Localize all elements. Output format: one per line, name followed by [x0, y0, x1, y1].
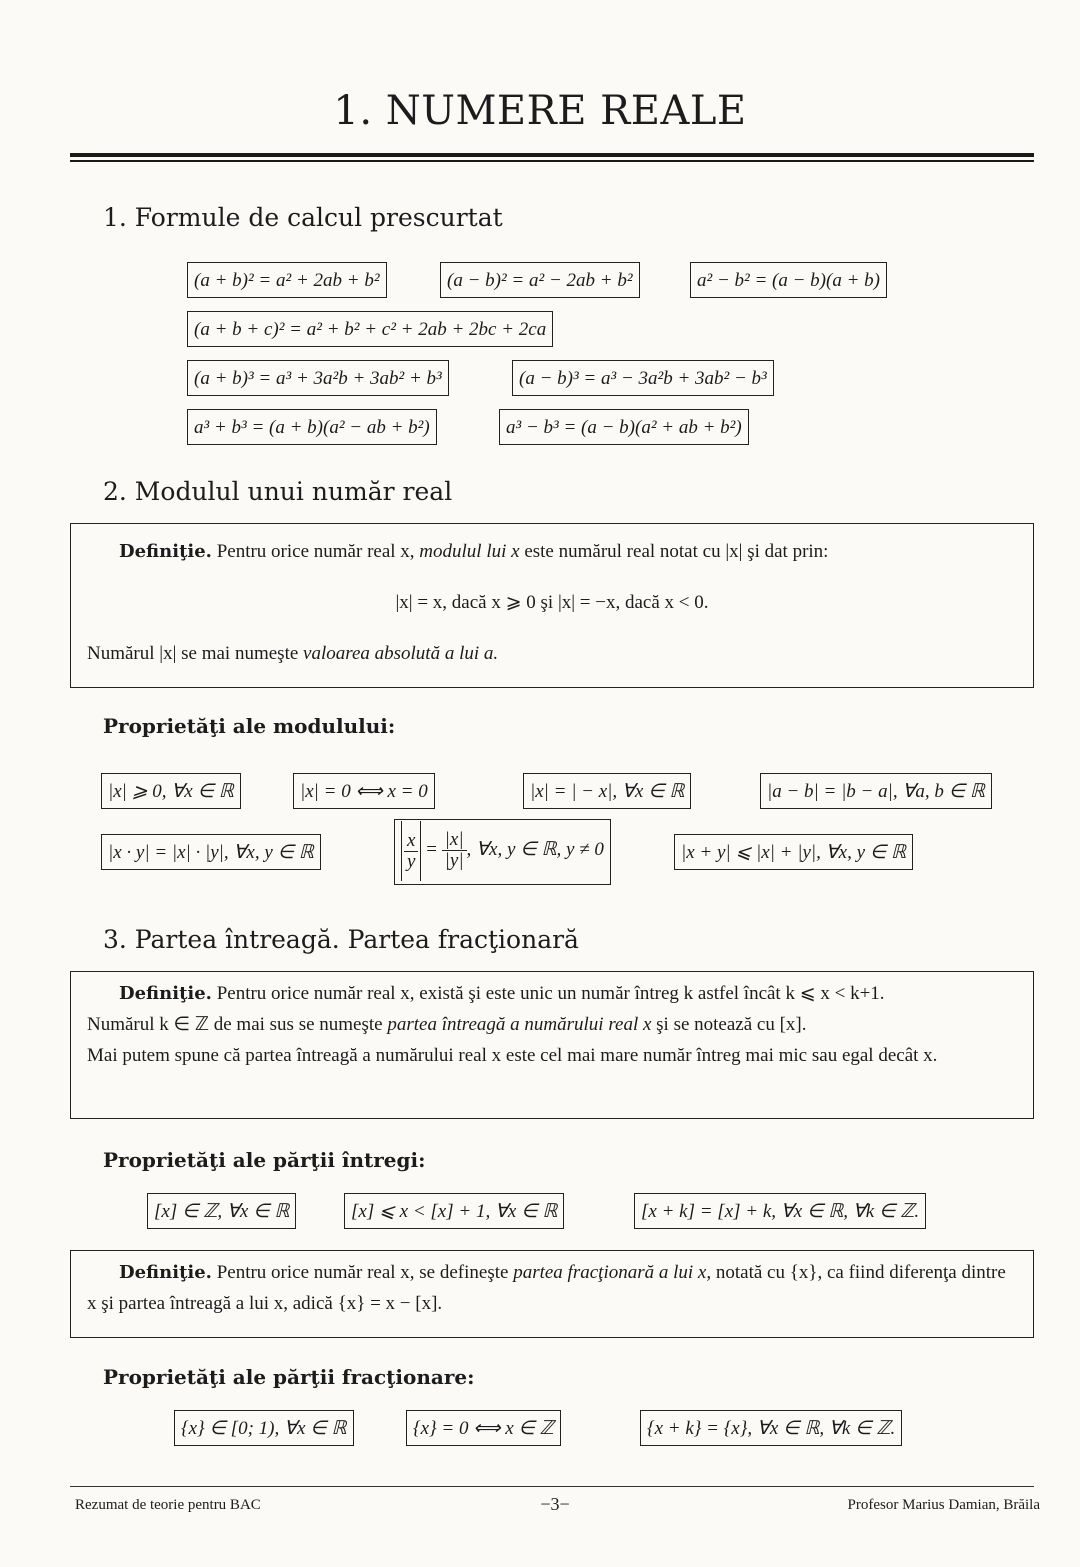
definition-term: partea întreagă a numărului real x — [387, 1014, 652, 1035]
formula-sum-cubes: a³ + b³ = (a + b)(a² − ab + b²) — [187, 409, 437, 445]
fraction-denominator: y — [407, 850, 416, 872]
definition-label: Definiţie. — [119, 983, 212, 1004]
section-1-heading: 1. Formule de calcul prescurtat — [103, 203, 503, 232]
fraction-numerator: |x| — [442, 830, 467, 851]
modulus-formula: |x| = x, dacă x ⩾ 0 şi |x| = −x, dacă x < 0. — [395, 592, 709, 613]
title-rule-thin — [70, 160, 1034, 162]
definition-paragraph — [87, 1257, 1017, 1319]
page-title: 1. NUMERE REALE — [333, 88, 747, 134]
title-rule-thick — [70, 153, 1034, 157]
definition-line — [87, 536, 1017, 567]
integer-prop-shift: [x + k] = [x] + k, ∀x ∈ ℝ, ∀k ∈ ℤ. — [634, 1193, 926, 1229]
definition-note — [87, 638, 1017, 669]
definition-text: Pentru orice număr real x, se defineşte — [216, 1262, 509, 1283]
formula-square-diff: (a − b)² = a² − 2ab + b² — [440, 262, 640, 298]
definition-text: Mai putem spune că partea întreagă a numărului real x este cel mai mare număr întreg mai mic sau egal decât x. — [87, 1045, 938, 1066]
fractional-prop-shift: {x + k} = {x}, ∀x ∈ ℝ, ∀k ∈ ℤ. — [640, 1410, 902, 1446]
definition-text: notată cu {x}, ca fiind diferenţa dintre x şi partea întreagă a lui x, adică {x} = x − [x]. — [87, 1262, 1006, 1314]
integer-prop-bounds: [x] ⩽ x < [x] + 1, ∀x ∈ ℝ — [344, 1193, 564, 1229]
integer-prop-membership: [x] ∈ ℤ, ∀x ∈ ℝ — [147, 1193, 296, 1229]
definition-label: Definiţie. — [119, 541, 212, 562]
formula-diff-cubes: a³ − b³ = (a − b)(a² + ab + b²) — [499, 409, 749, 445]
modulus-properties-heading: Proprietăţi ale modulului: — [103, 714, 396, 738]
definition-text: Numărul k ∈ ℤ de mai sus se numeşte — [87, 1014, 383, 1035]
fraction-denominator: |y| — [444, 850, 464, 872]
section-2-heading: 2. Modulul unui număr real — [103, 477, 453, 506]
fractional-part-properties-heading: Proprietăţi ale părţii fracţionare: — [103, 1365, 475, 1389]
abs-bars — [401, 821, 421, 881]
fraction — [404, 831, 418, 872]
formula-trinomial-square: (a + b + c)² = a² + b² + c² + 2ab + 2bc + 2ca — [187, 311, 553, 347]
modulus-prop-quotient: $\frac{x}{y}$ = $\frac{|x|}{|y|}$ , ∀x, y ∈ ℝ, y ≠ 0 — [394, 819, 611, 885]
definition-box-fractional-part — [70, 1250, 1034, 1338]
modulus-prop-product: |x · y| = |x| · |y|, ∀x, y ∈ ℝ — [101, 834, 321, 870]
modulus-prop-distance: |a − b| = |b − a|, ∀a, b ∈ ℝ — [760, 773, 992, 809]
definition-term: partea fracţionară a lui x, — [513, 1262, 712, 1283]
formula-cube-sum: (a + b)³ = a³ + 3a²b + 3ab² + b³ — [187, 360, 449, 396]
modulus-prop-zero: |x| = 0 ⟺ x = 0 — [293, 773, 435, 809]
formula-cube-diff: (a − b)³ = a³ − 3a²b + 3ab² − b³ — [512, 360, 774, 396]
definition-term: valoarea absolută a lui a. — [303, 643, 499, 664]
modulus-prop-symmetry: |x| = | − x|, ∀x ∈ ℝ — [523, 773, 691, 809]
definition-label: Definiţie. — [119, 1262, 212, 1283]
definition-text: Numărul |x| se mai numeşte — [87, 643, 299, 664]
fractional-prop-range: {x} ∈ [0; 1), ∀x ∈ ℝ — [174, 1410, 354, 1446]
formula-square-sum: (a + b)² = a² + 2ab + b² — [187, 262, 387, 298]
fractional-prop-zero: {x} = 0 ⟺ x ∈ ℤ — [406, 1410, 561, 1446]
fraction — [442, 830, 467, 871]
formula-diff-squares: a² − b² = (a − b)(a + b) — [690, 262, 887, 298]
definition-box-integer-part — [70, 971, 1034, 1119]
definition-line — [87, 978, 1017, 1009]
page-number: −3− — [540, 1494, 570, 1514]
footer-right: Profesor Marius Damian, Brăila — [847, 1497, 1040, 1513]
definition-text: şi se notează cu [x]. — [656, 1014, 807, 1035]
definition-box-modulus — [70, 523, 1034, 688]
modulus-prop-triangle: |x + y| ⩽ |x| + |y|, ∀x, y ∈ ℝ — [674, 834, 913, 870]
section-3-heading: 3. Partea întreagă. Partea fracţionară — [103, 925, 579, 954]
definition-term: modulul lui x — [419, 541, 520, 562]
fraction-numerator: x — [404, 831, 418, 852]
definition-line — [87, 1009, 1017, 1040]
quotient-condition: , ∀x, y ∈ ℝ, y ≠ 0 — [466, 839, 604, 860]
footer-left: Rezumat de teorie pentru BAC — [75, 1497, 261, 1513]
definition-text: Pentru orice număr real x, — [216, 541, 415, 562]
modulus-prop-nonneg: |x| ⩾ 0, ∀x ∈ ℝ — [101, 773, 241, 809]
footer-rule — [70, 1486, 1034, 1487]
definition-text: Pentru orice număr real x, există şi este unic un număr întreg k astfel încât k ⩽ x < k+1. — [216, 983, 885, 1004]
definition-text: este numărul real notat cu |x| şi dat prin: — [524, 541, 829, 562]
integer-part-properties-heading: Proprietăţi ale părţii întregi: — [103, 1148, 426, 1172]
